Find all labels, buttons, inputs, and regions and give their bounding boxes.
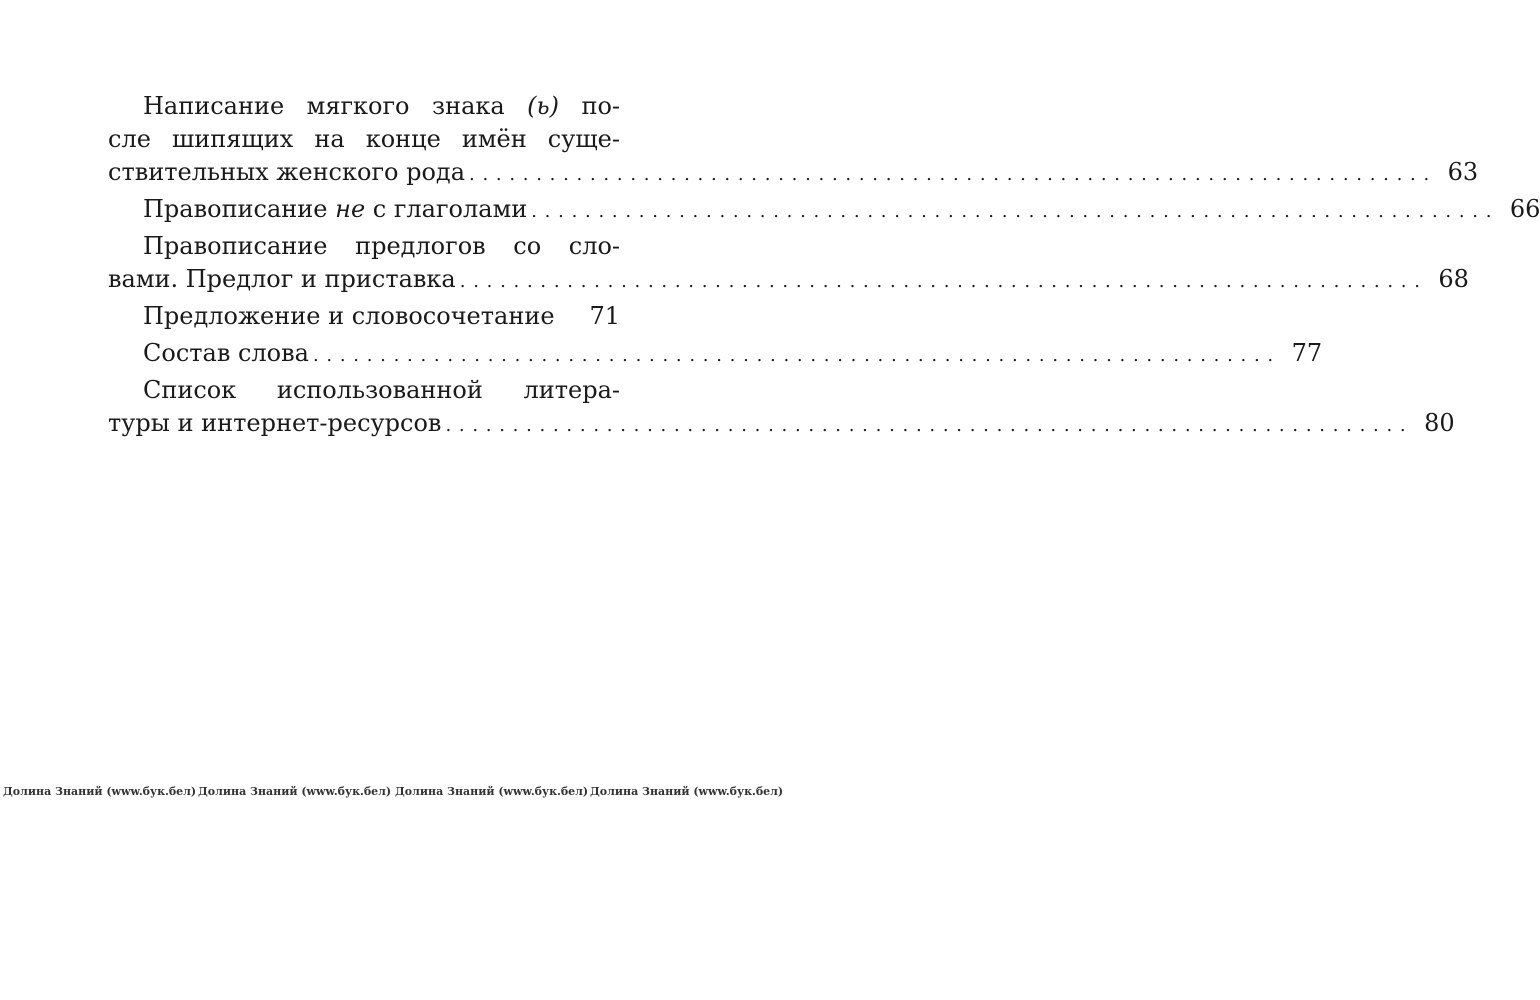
- toc-entry-title-line: сле шипящих на конце имён суще-: [108, 125, 620, 153]
- watermark-text: Долина Знаний (www.бук.бел): [590, 785, 784, 798]
- toc-entry-title: Состав слова: [143, 339, 309, 367]
- toc-page-number: 71: [589, 302, 620, 330]
- toc-page-number: 68: [1438, 265, 1469, 293]
- toc-entry-title-line: Написание мягкого знака (ь) по-: [143, 92, 620, 120]
- dot-leader: [527, 193, 1498, 228]
- toc-title-part: Правописание: [143, 195, 336, 223]
- toc-page-number: 77: [1291, 339, 1323, 367]
- dot-leader: [465, 156, 1436, 191]
- toc-entry-title-line: Список использованной литера-: [143, 376, 620, 404]
- dot-leader: [309, 337, 1280, 372]
- toc-entry-last-line: [108, 300, 620, 333]
- watermark-row: [0, 785, 784, 805]
- toc-page-number: 80: [1424, 409, 1455, 437]
- toc-page-number: 66: [1509, 195, 1540, 223]
- toc-entry[interactable]: [108, 300, 620, 333]
- soft-sign-italic: (ь): [527, 92, 559, 120]
- toc-entry-title-line: туры и интернет-ресурсов: [108, 409, 442, 437]
- watermark-text: Долина Знаний (www.бук.бел): [3, 785, 197, 798]
- toc-entry-title-line: ствительных женского рода: [108, 158, 465, 186]
- dot-leader: [441, 407, 1412, 442]
- toc-entry-last-line: [108, 337, 1323, 370]
- toc-entry[interactable]: [108, 90, 1479, 189]
- toc-entry-last-line: [108, 263, 1469, 296]
- dot-leader: [456, 263, 1427, 298]
- toc-entry-last-line: [108, 407, 1455, 440]
- toc-entry-last-line: [108, 193, 1540, 226]
- toc-title-italic: не: [335, 195, 366, 223]
- toc-entry-title-line: вами. Предлог и приставка: [108, 265, 456, 293]
- table-of-contents: [108, 90, 1540, 444]
- toc-entry-last-line: [108, 156, 1479, 189]
- toc-entry-title: [143, 193, 527, 226]
- toc-title-part: с глаголами: [365, 195, 528, 223]
- toc-entry[interactable]: [108, 337, 1323, 370]
- toc-entry-title-line: Правописание предлогов со сло-: [143, 232, 620, 260]
- toc-entry-title: Предложение и словосочетание: [143, 302, 555, 330]
- watermark-text: Долина Знаний (www.бук.бел): [395, 785, 589, 798]
- toc-entry[interactable]: [108, 374, 1455, 440]
- watermark-text: Долина Знаний (www.бук.бел): [198, 785, 392, 798]
- toc-entry[interactable]: [108, 230, 1469, 296]
- toc-entry[interactable]: [108, 193, 1540, 226]
- toc-page-number: 63: [1447, 158, 1479, 186]
